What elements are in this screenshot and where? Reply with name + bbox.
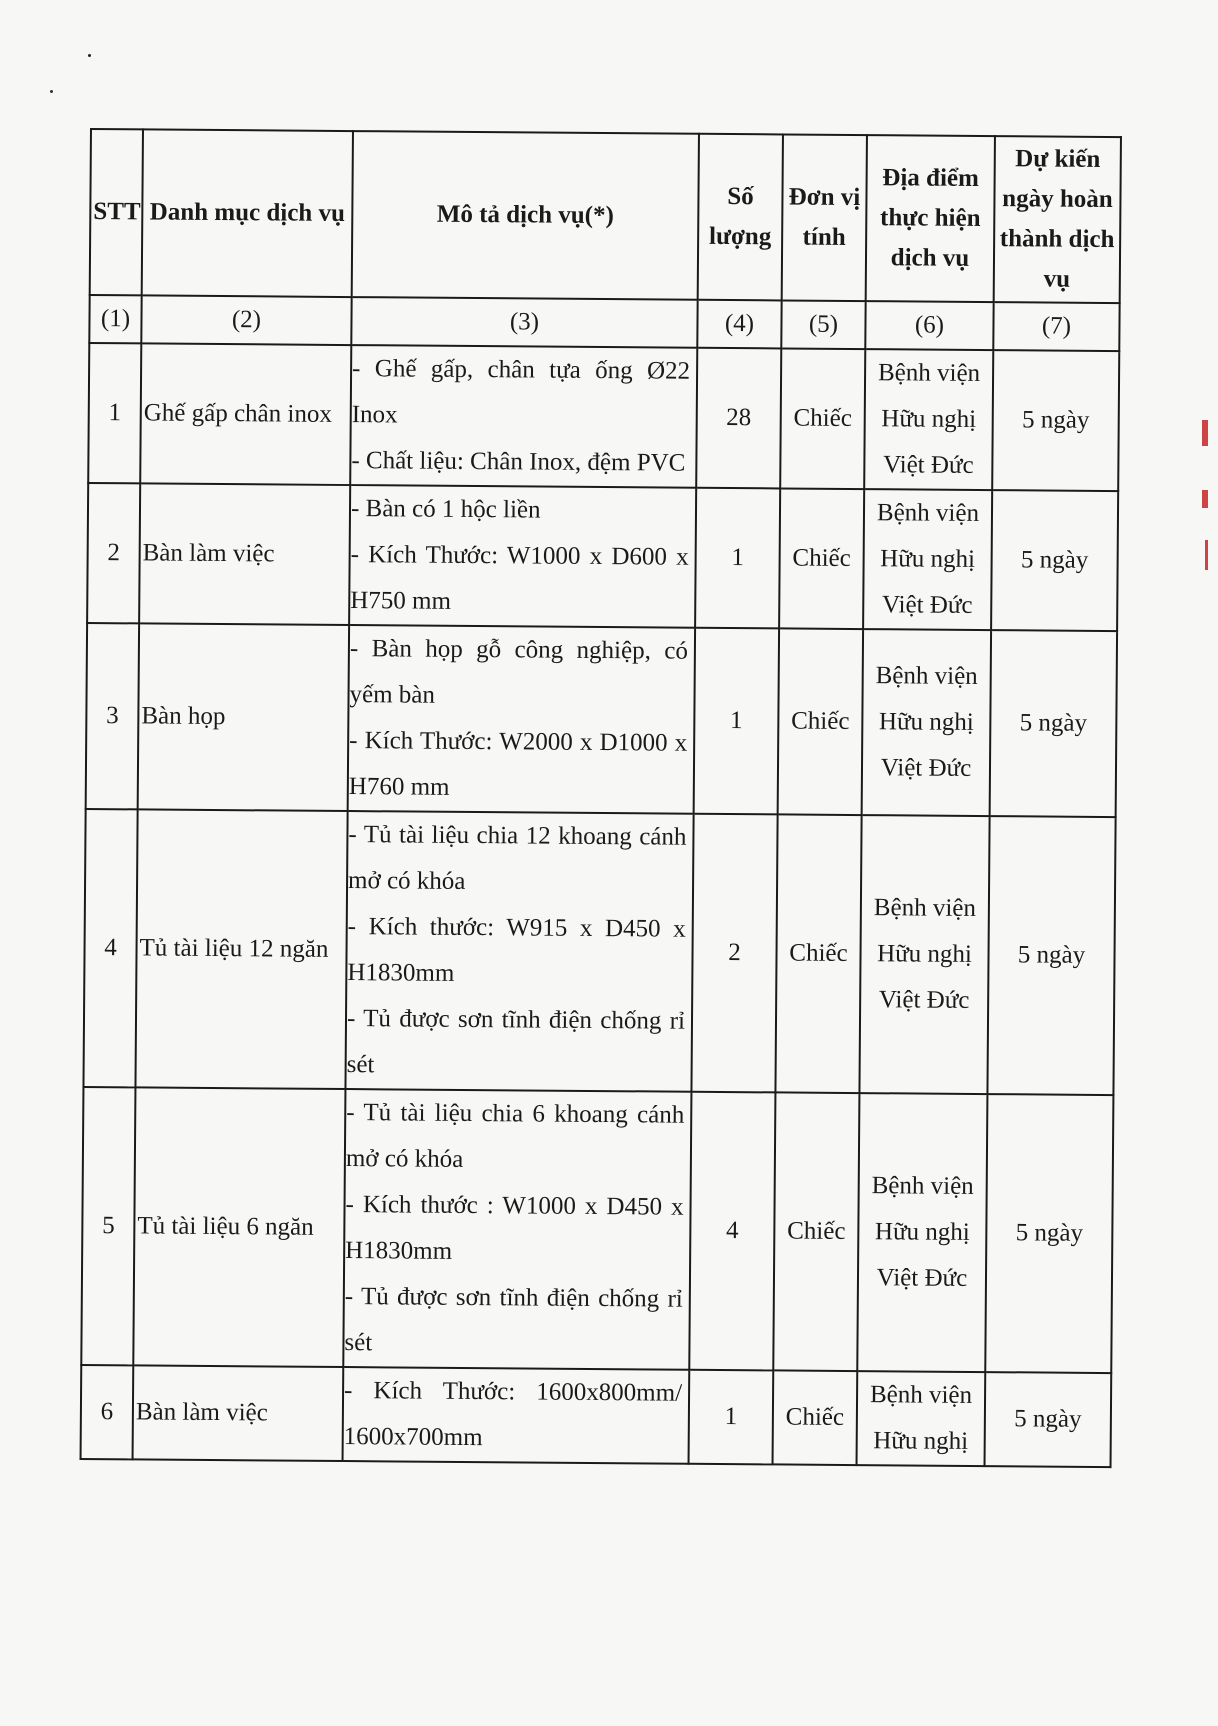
- row-unit: Chiếc: [773, 1370, 858, 1465]
- row-quantity: 1: [689, 1370, 774, 1465]
- row-location: Bệnh viện Hữu nghị: [857, 1371, 986, 1466]
- description-line: - Kích thước: W915 x D450 x H1830mm: [347, 913, 686, 987]
- row-stt: 3: [86, 623, 139, 809]
- row-location: Bệnh viện Hữu nghị Việt Đức: [862, 629, 991, 816]
- row-service-name: Bàn làm việc: [133, 1365, 344, 1461]
- description-line: - Kích Thước: 1600x800mm/ 1600x700mm: [343, 1377, 683, 1452]
- stamp-edge-mark: [1202, 490, 1208, 508]
- index-row: [89, 295, 1119, 351]
- row-location: Bệnh viện Hữu nghị Việt Đức: [857, 1093, 987, 1372]
- row-description: [343, 1367, 690, 1464]
- row-quantity: 28: [696, 348, 781, 489]
- row-description: [349, 485, 696, 628]
- row-description: [345, 811, 693, 1092]
- description-line: - Chất liệu: Chân Inox, đệm PVC: [351, 447, 686, 477]
- header-quantity: Số lượng: [698, 134, 783, 301]
- index-cell: (3): [351, 297, 697, 348]
- description-line: - Bàn có 1 hộc liền: [350, 495, 541, 524]
- stamp-edge-mark: [1202, 420, 1208, 446]
- description-line: - Tủ được sơn tĩnh điện chống rỉ sét: [344, 1283, 683, 1357]
- row-quantity: 2: [691, 814, 777, 1093]
- row-service-name: Tủ tài liệu 12 ngăn: [135, 809, 347, 1089]
- row-unit: Chiếc: [778, 628, 863, 815]
- service-table: [80, 128, 1122, 1468]
- row-description: [348, 625, 695, 814]
- row-quantity: 1: [695, 488, 780, 629]
- row-service-name: Bàn làm việc: [139, 483, 350, 625]
- description-line: - Tủ tài liệu chia 6 khoang cánh mở có khóa: [345, 1099, 685, 1173]
- row-quantity: 4: [689, 1092, 775, 1371]
- header-completion: Dự kiến ngày hoàn thành dịch vụ: [994, 136, 1121, 303]
- description-line: - Bàn họp gỗ công nghiệp, có yếm bàn: [349, 635, 689, 709]
- row-completion: 5 ngày: [987, 816, 1115, 1095]
- description-line: - Kích Thước: W1000 x D600 x H750 mm: [350, 541, 689, 615]
- row-description: [343, 1089, 691, 1370]
- stamp-edge-mark: [1205, 540, 1208, 570]
- description-line: - Kích Thước: W2000 x D1000 x H760 mm: [348, 727, 688, 801]
- row-unit: Chiếc: [773, 1092, 859, 1371]
- table-row: [87, 483, 1118, 631]
- row-description: [350, 345, 697, 488]
- description-line: - Tủ được sơn tĩnh điện chống rỉ sét: [346, 1005, 686, 1079]
- header-row: [90, 129, 1121, 303]
- row-stt: 1: [88, 343, 141, 483]
- index-cell: (2): [141, 295, 351, 345]
- index-cell: (6): [865, 301, 993, 350]
- row-quantity: 1: [694, 628, 779, 815]
- description-line: - Ghế gấp, chân tựa ống Ø22 Inox: [351, 355, 691, 429]
- row-stt: 6: [81, 1365, 134, 1459]
- row-unit: Chiếc: [775, 814, 861, 1093]
- row-service-name: Tủ tài liệu 6 ngăn: [133, 1087, 345, 1367]
- row-service-name: Ghế gấp chân inox: [140, 343, 351, 485]
- row-unit: Chiếc: [779, 488, 864, 629]
- table-row: [86, 623, 1117, 817]
- row-stt: 2: [87, 483, 140, 623]
- row-completion: 5 ngày: [985, 1372, 1112, 1467]
- table-row: [81, 1365, 1112, 1467]
- index-cell: (4): [697, 300, 781, 349]
- row-completion: 5 ngày: [992, 350, 1119, 491]
- scan-speck: [50, 90, 53, 93]
- header-stt: STT: [90, 129, 143, 295]
- table-row: [88, 343, 1119, 491]
- row-location: Bệnh viện Hữu nghị Việt Đức: [863, 489, 992, 630]
- row-location: Bệnh viện Hữu nghị Việt Đức: [864, 349, 993, 490]
- index-cell: (7): [993, 302, 1119, 351]
- description-line: - Kích thước : W1000 x D450 x H1830mm: [345, 1191, 684, 1265]
- header-service-description: Mô tả dịch vụ(*): [352, 131, 699, 300]
- row-unit: Chiếc: [780, 348, 865, 489]
- description-line: - Tủ tài liệu chia 12 khoang cánh mở có khóa: [347, 821, 687, 895]
- row-completion: 5 ngày: [985, 1094, 1113, 1373]
- scan-speck: [88, 54, 91, 57]
- index-cell: (5): [781, 300, 865, 349]
- row-stt: 4: [83, 809, 137, 1087]
- row-completion: 5 ngày: [991, 490, 1118, 631]
- header-service-category: Danh mục dịch vụ: [142, 129, 353, 297]
- row-stt: 5: [81, 1087, 135, 1365]
- row-service-name: Bàn họp: [138, 623, 349, 811]
- header-location: Địa điểm thực hiện dịch vụ: [866, 135, 995, 302]
- row-location: Bệnh viện Hữu nghị Việt Đức: [859, 815, 989, 1094]
- table-row: [83, 809, 1115, 1095]
- row-completion: 5 ngày: [990, 630, 1117, 817]
- index-cell: (1): [89, 295, 141, 343]
- table-row: [81, 1087, 1113, 1373]
- header-unit: Đơn vị tính: [782, 134, 867, 301]
